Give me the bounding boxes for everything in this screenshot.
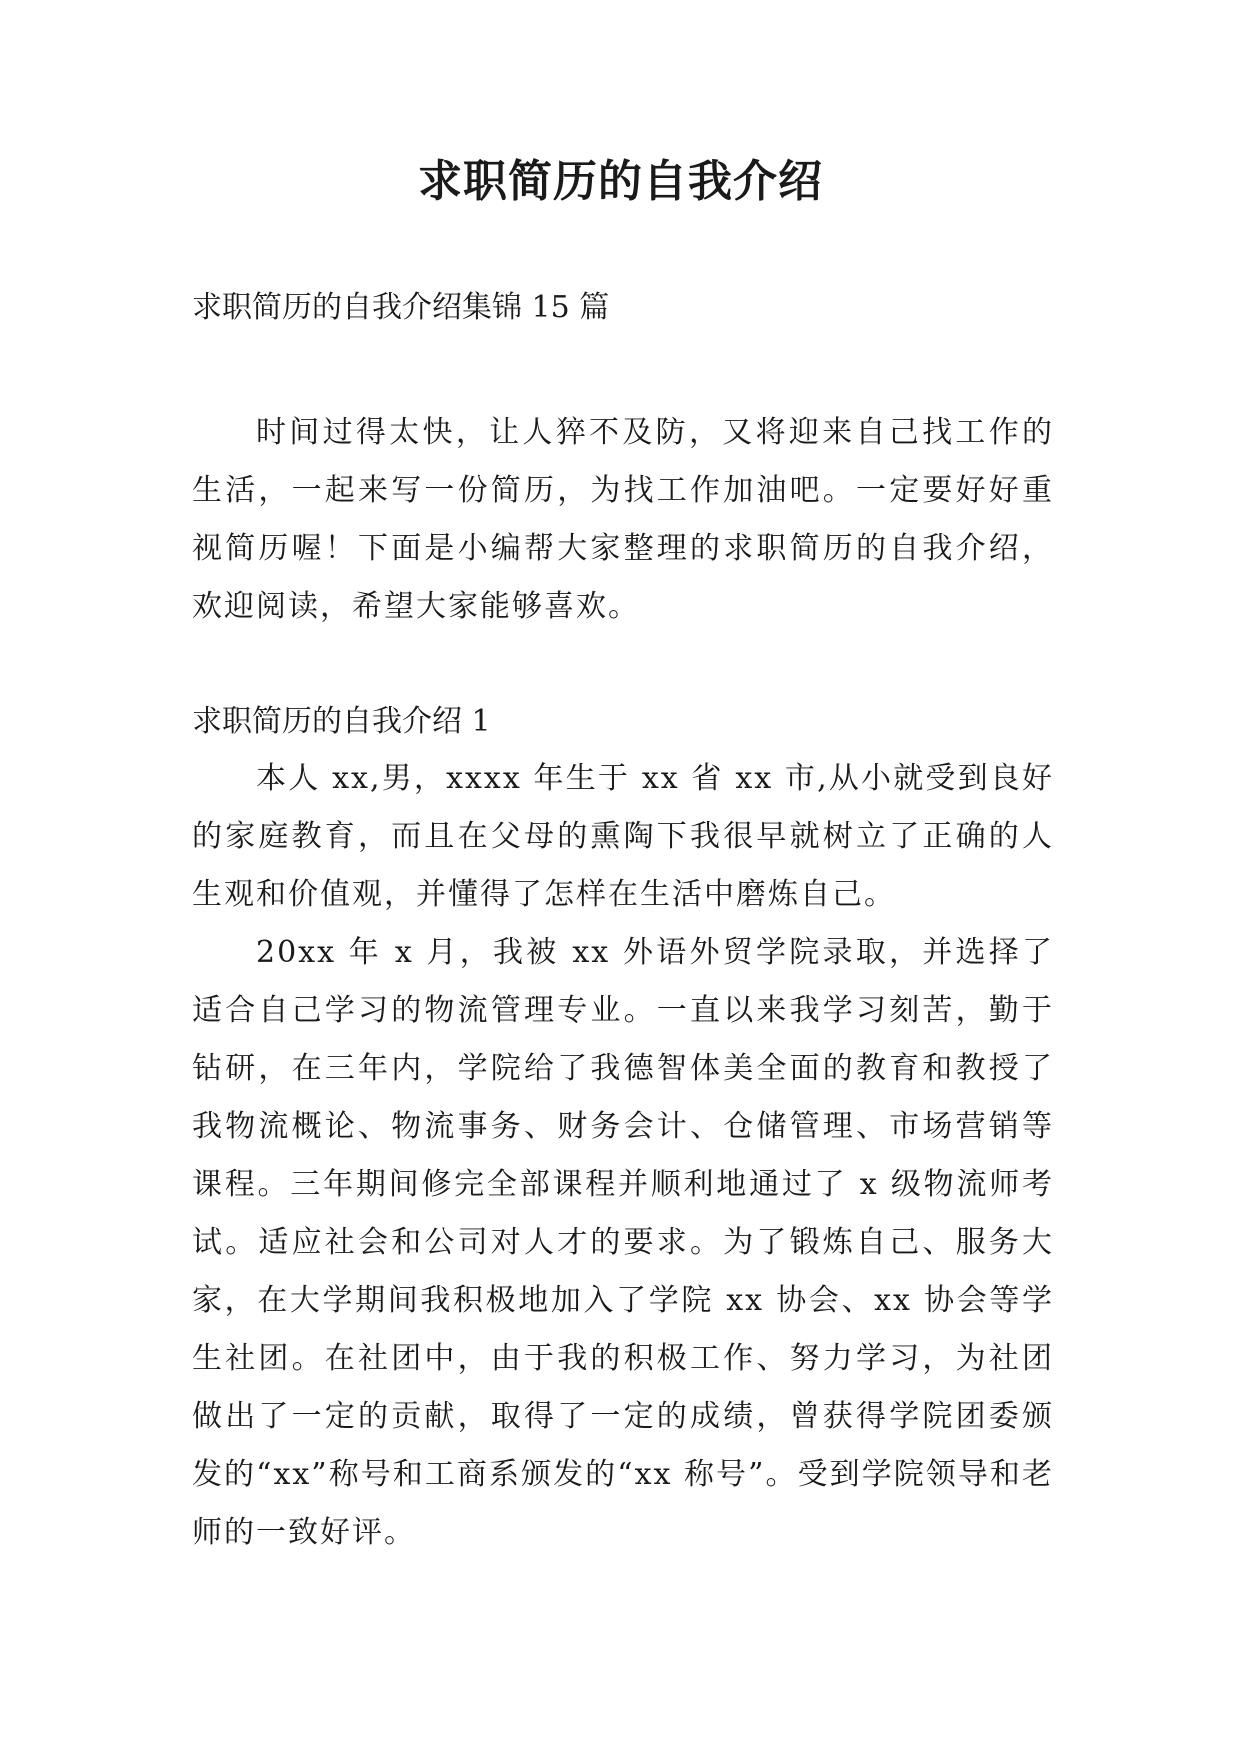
document-title: 求职简历的自我介绍 xyxy=(418,156,823,207)
section-heading: 求职简历的自我介绍 1 xyxy=(192,704,491,739)
section-paragraph-2: 20xx 年 x 月，我被 xx 外语外贸学院录取，并选择了适合自己学习的物流管理专业。一直以来我学习刻苦，勤于钻研，在三年内，学院给了我德智体美全面的教育和教授了我物流概论、物流事务、财务会计、仓储管理、市场营销等课程。三年期间修完全部课程并顺利地通过了 x 级物流师考试。适应社会和公司对人才的要求。为了锻炼自己、服务大家，在大学期间我积极地加入了学院 xx 协会、xx 协会等学生社团。在社团中，由于我的积极工作、努力学习，为社团做出了一定的贡献，取得了一定的成绩，曾获得学院团委颁发的“xx”称号和工商系颁发的“xx 称号”。受到学院领导和老师的一致好评。 xyxy=(192,935,1054,1550)
section-paragraph-1: 本人 xx,男，xxxx 年生于 xx 省 xx 市,从小就受到良好的家庭教育，而且在父母的熏陶下我很早就树立了正确的人生观和价值观，并懂得了怎样在生活中磨炼自己。 xyxy=(192,761,1054,912)
document-subtitle: 求职简历的自我介绍集锦 15 篇 xyxy=(192,290,610,325)
intro-paragraph: 时间过得太快，让人猝不及防，又将迎来自己找工作的生活，一起来写一份简历，为找工作加油吧。一定要好好重视简历喔！下面是小编帮大家整理的求职简历的自我介绍，欢迎阅读，希望大家能够喜欢。 xyxy=(192,415,1054,624)
